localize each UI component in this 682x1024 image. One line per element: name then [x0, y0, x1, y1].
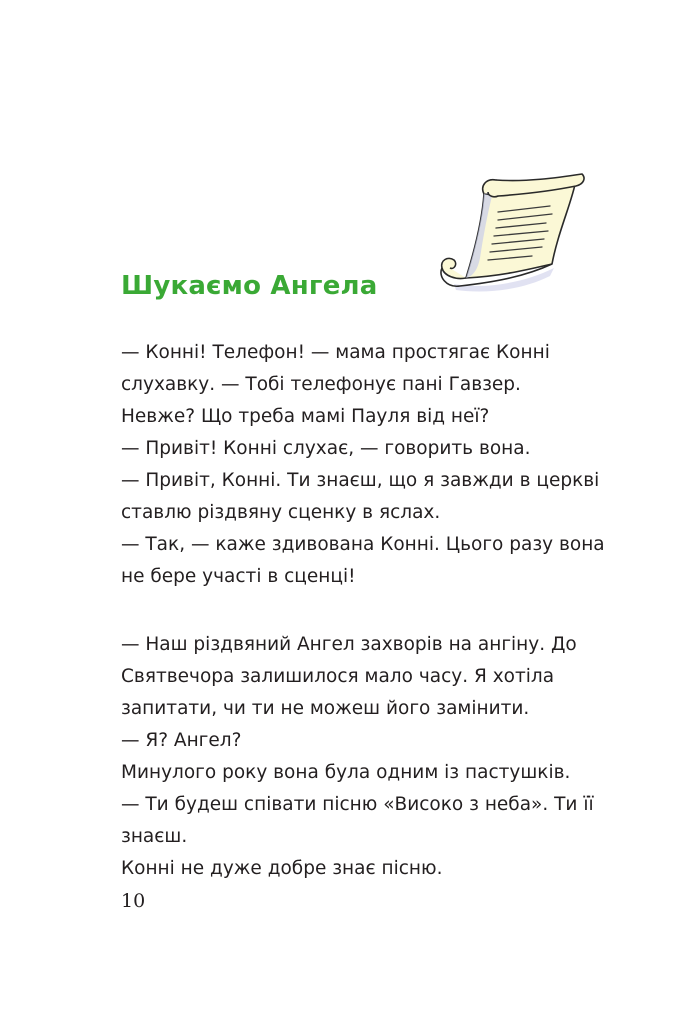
paragraph	[121, 337, 605, 593]
text-line: — Наш різдвяний Ангел захворів на ангіну. До	[121, 634, 577, 655]
text-line: — Так, — каже здивована Конні. Цього разу вона	[121, 534, 605, 555]
text-line: — Привіт, Конні. Ти знаєш, що я завжди в церкві	[121, 470, 600, 491]
chapter-title: Шукаємо Ангела	[121, 271, 378, 301]
text-line: знаєш.	[121, 826, 188, 847]
text-line: — Привіт! Конні слухає, — говорить вона.	[121, 438, 531, 459]
text-line: запитати, чи ти не можеш його замінити.	[121, 698, 530, 719]
story-text	[121, 337, 605, 885]
text-line: Минулого року вона була одним із пастушків.	[121, 762, 571, 783]
page-number: 10	[121, 890, 146, 912]
text-line: слухавку. — Тобі телефонує пані Гавзер.	[121, 374, 521, 395]
text-line: Святвечора залишилося мало часу. Я хотіла	[121, 666, 555, 687]
text-line: ставлю різдвяну сценку в яслах.	[121, 502, 441, 523]
paper-scroll-icon	[426, 172, 588, 296]
text-line: Конні не дуже добре знає пісню.	[121, 858, 443, 879]
text-line: не бере участі в сценці!	[121, 566, 356, 587]
text-line: Невже? Що треба мамі Пауля від неї?	[121, 406, 490, 427]
paragraph-gap	[121, 593, 601, 629]
text-line: — Я? Ангел?	[121, 730, 242, 751]
text-line: — Ти будеш співати пісню «Високо з неба». Ти її	[121, 794, 594, 815]
paragraph	[121, 629, 601, 885]
text-line: — Конні! Телефон! — мама простягає Конні	[121, 342, 550, 363]
